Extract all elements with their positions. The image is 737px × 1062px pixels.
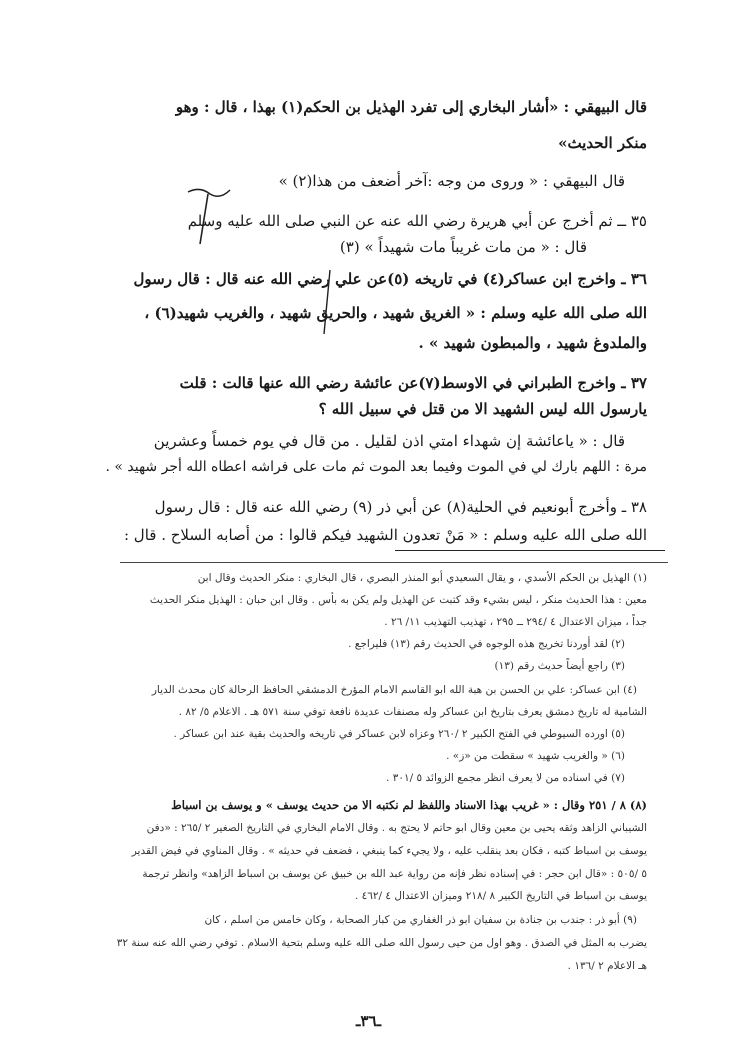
body-line-10: يارسول الله ليس الشهيد الا من قتل في سبيل الله ؟ [318, 400, 647, 418]
footnote-line-5: (٣) راجع أيضاً حديث رقم (١٣) [494, 660, 625, 672]
body-line-3: قال البيهقي : « وروى من وجه :آخر أضعف من هذا(٢) » [278, 172, 625, 190]
body-line-8: والملدوغ شهيد ، والمبطون شهيد » . [418, 334, 647, 352]
body-line-4: ٣٥ ــ ثم أخرج عن أبي هريرة رضي الله عنه عن النبي صلى الله عليه وسلم [187, 212, 647, 230]
footnote-separator [120, 562, 668, 563]
footnote-line-6: (٤) ابن عساكر: علي بن الحسن بن هبة الله ابو القاسم الامام المؤرخ الدمشقي الحافظ الرحالة كان محدث الديار [151, 684, 637, 696]
body-line-2: منكر الحديث» [558, 134, 647, 152]
handwritten-stroke-icon [310, 268, 350, 338]
footnote-line-8: (٥) اورده السيوطي في الفتح الكبير ٢ /٢٦٠ وعزاه لابن عساكر في تاريخه والحديث بقية عند ابن عساكر . [173, 728, 625, 740]
page-number: ـ٣٦ـ [356, 1012, 381, 1030]
footnote-line-9: (٦) « والغريب شهيد » سقطت من «ز» . [446, 750, 625, 762]
body-line-13: ٣٨ ـ وأخرج أبونعيم في الحلية(٨) عن أبي ذر (٩) رضي الله عنه قال : قال رسول [154, 498, 647, 516]
footnote-line-1: (١) الهذيل بن الحكم الأسدي ، و يقال السعيدي أبو المنذر البصري ، قال البخاري : منكر الحديث وقال ابن [197, 572, 647, 584]
footnote-line-11: (٨) ٨ / ٢٥١ وقال : « غريب بهذا الاسناد واللفظ لم نكتبه الا من حديث يوسف » و يوسف بن اسباط [171, 798, 647, 812]
body-line-12: مرة : اللهم بارك لي في الموت وفيما بعد الموت ثم مات على فراشه اعطاه الله أجر شهيد » . [105, 459, 647, 475]
body-line-6: ٣٦ ـ واخرج ابن عساكر(٤) في تاريخه (٥)عن علي رضي الله عنه قال : قال رسول [133, 270, 647, 288]
footnote-line-14: ٥ /٥٠٥ : «قال ابن حجر : في إسناده نظر فإنه من رواية عبد الله بن خبيق عن يوسف بن اسباط الزاهد» وانظر ترجمة [142, 868, 647, 880]
body-line-11: قال : « ياعائشة إن شهداء امتي اذن لقليل . من قال في يوم خمساً وعشرين [153, 432, 625, 450]
footnote-line-3: جداً ، ميزان الاعتدال ٤ /٢٩٤ ــ ٢٩٥ ، تهذيب التهذيب ١١/ ٢٦ . [384, 616, 647, 628]
text-underline [395, 550, 665, 551]
footnote-line-17: يضرب به المثل في الصدق . وهو اول من حيى رسول الله صلى الله عليه وسلم بتحية الاسلام . توفي رضي الله عنه سنة ٣٢ [116, 937, 647, 949]
handwritten-mark-icon [180, 182, 250, 252]
footnote-line-13: يوسف بن اسباط كتبه ، فكان بعد ينقلب عليه ، ولا يجيء كما ينبغي ، فضعف في حديثه » . وقال المناوي في فيض القدير [131, 845, 647, 857]
body-line-5: قال : « من مات غريباً مات شهيداً » (٣) [339, 238, 587, 256]
footnote-line-15: يوسف بن اسباط في التاريخ الكبير ٨ /٢١٨ وميزان الاعتدال ٤ /٤٦٢ . [354, 890, 647, 902]
footnote-line-10: (٧) في اسناده من لا يعرف انظر مجمع الزوائد ٥ /٣٠١ . [386, 772, 625, 784]
body-line-7: الله صلى الله عليه وسلم : « الغريق شهيد ، والحريق شهيد ، والغريب شهيد(٦) ، [144, 304, 647, 322]
footnote-line-16: (٩) أبو ذر : جندب بن جنادة بن سفيان ابو ذر الغفاري من كبار الصحابة ، وكان خامس من اسلم ، كان [204, 914, 637, 926]
body-line-1: قال البيهقي : «أشار البخاري إلى تفرد الهذيل بن الحكم(١) بهذا ، قال : وهو [175, 98, 647, 116]
footnote-line-12: الشيباني الزاهد وثقه يحيى بن معين وقال ابو حاتم لا يحتج به . وقال الامام البخاري في التاريخ الصغير ٢ /٢٦٥ : «دفن [146, 822, 647, 834]
footnote-line-7: الشامية له تاريخ دمشق يعرف بتاريخ ابن عساكر وله مصنفات عديدة نافعة توفي سنة ٥٧١ هـ . الاعلام ٥/ ٨٢ . [178, 706, 647, 718]
footnote-line-2: معين : هذا الحديث منكر ، ليس بشيء وقد كتبت عن الهذيل ولم يكن به بأس . وقال ابن حبان : الهذيل منكر الحديث [149, 594, 647, 606]
body-line-9: ٣٧ ـ واخرج الطبراني في الاوسط(٧)عن عائشة رضي الله عنها قالت : قلت [179, 374, 647, 392]
body-line-14: الله صلى الله عليه وسلم : « مَنْ تعدون الشهيد فيكم قالوا : من أصابه السلاح . قال : [123, 526, 647, 544]
footnote-line-18: هـ الاعلام ٢ /١٣٦ . [567, 960, 647, 972]
footnote-line-4: (٢) لقد أوردنا تخريج هذه الوجوه في الحديث رقم (١٣) فليراجع . [348, 638, 625, 650]
